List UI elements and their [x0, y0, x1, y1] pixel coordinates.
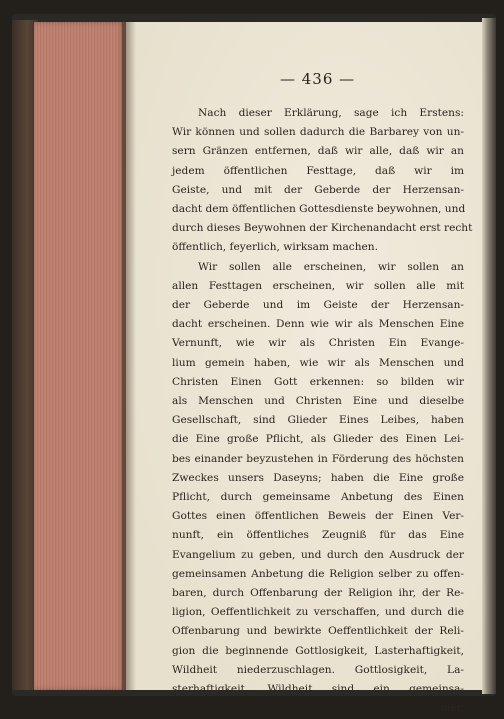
text-line: gemeinsamen Anbetung die Religion selber zu offen- — [172, 567, 464, 580]
text-line: Pflicht, durch gemeinsame Anbetung des Einen — [172, 491, 464, 504]
page-number: — 436 — — [280, 70, 356, 88]
text-line: Wildheit niederzuschlagen. Gottlosigkeit, La- — [172, 663, 464, 676]
text-line: lium gemein haben, wie wir als Menschen und — [172, 356, 464, 369]
text-line: jedem öffentlichen Festtage, daß wir im — [172, 164, 464, 177]
text-line: nunft, ein öffentliches Zeugniß für das Eine — [172, 529, 464, 542]
text-line: baren, durch Offenbarung der Religion ihr, der Re- — [172, 587, 464, 600]
text-line: der Geberde und im Geiste der Herzensan- — [172, 299, 464, 312]
catchword: mer, — [440, 702, 464, 715]
text-line: ligion, Oeffentlichkeit zu verschaffen, und durch die — [172, 606, 464, 619]
text-line: bes einander beyzustehen in Förderung des höchsten — [172, 452, 464, 465]
text-line: Vernunft, wie wir als Christen Ein Evange- — [172, 337, 464, 350]
text-line: sterhaftigkeit, Wildheit sind ein gemeinsa- — [172, 683, 464, 696]
text-line: dacht dem öffentlichen Gottesdienste beywohnen, und — [172, 203, 466, 216]
book-cover-right — [482, 18, 496, 694]
text-line: Geiste, und mit der Geberde der Herzensan- — [172, 183, 464, 196]
page-edges — [34, 22, 126, 690]
page-text — [172, 104, 473, 719]
text-line: Gesellschaft, sind Glieder Eines Leibes, haben — [172, 414, 464, 427]
text-line: Nach dieser Erklärung, sage ich Erstens: — [198, 107, 464, 119]
text-line: als Menschen und Christen Eine und dieselbe — [172, 395, 464, 408]
text-line: gion die beginnende Gottlosigkeit, Lasterhaftigkeit, — [172, 644, 464, 657]
text-line: sern Gränzen entfernen, daß wir alle, daß wir an — [172, 145, 464, 158]
text-line: Christen Einen Gott erkennen: so bilden wir — [172, 375, 464, 388]
text-line: die Eine große Pflicht, als Glieder des Einen Lei- — [172, 433, 464, 446]
text-line: öffentlich, feyerlich, wirksam machen. — [172, 241, 378, 254]
text-line: Wir können und sollen dadurch die Barbarey von un- — [172, 126, 464, 139]
text-line: Gottes einen öffentlichen Beweis der Einen Ver- — [172, 510, 464, 523]
text-line: Wir sollen alle erscheinen, wir sollen an — [198, 260, 464, 273]
text-line: Offenbarung und bewirkte Oeffentlichkeit der Reli- — [172, 625, 464, 638]
text-line: allen Festtagen erscheinen, wir sollen alle mit — [172, 279, 464, 292]
text-line: Zweckes unsers Daseyns; haben die Eine große — [172, 471, 464, 484]
text-line: dacht erscheinen. Denn wie wir als Menschen Eine — [172, 318, 464, 331]
text-line: durch dieses Beywohnen der Kirchenandacht erst recht — [172, 222, 473, 235]
text-line: Evangelium zu geben, und durch den Ausdruck der — [172, 548, 464, 561]
spine-shadow — [122, 22, 136, 690]
